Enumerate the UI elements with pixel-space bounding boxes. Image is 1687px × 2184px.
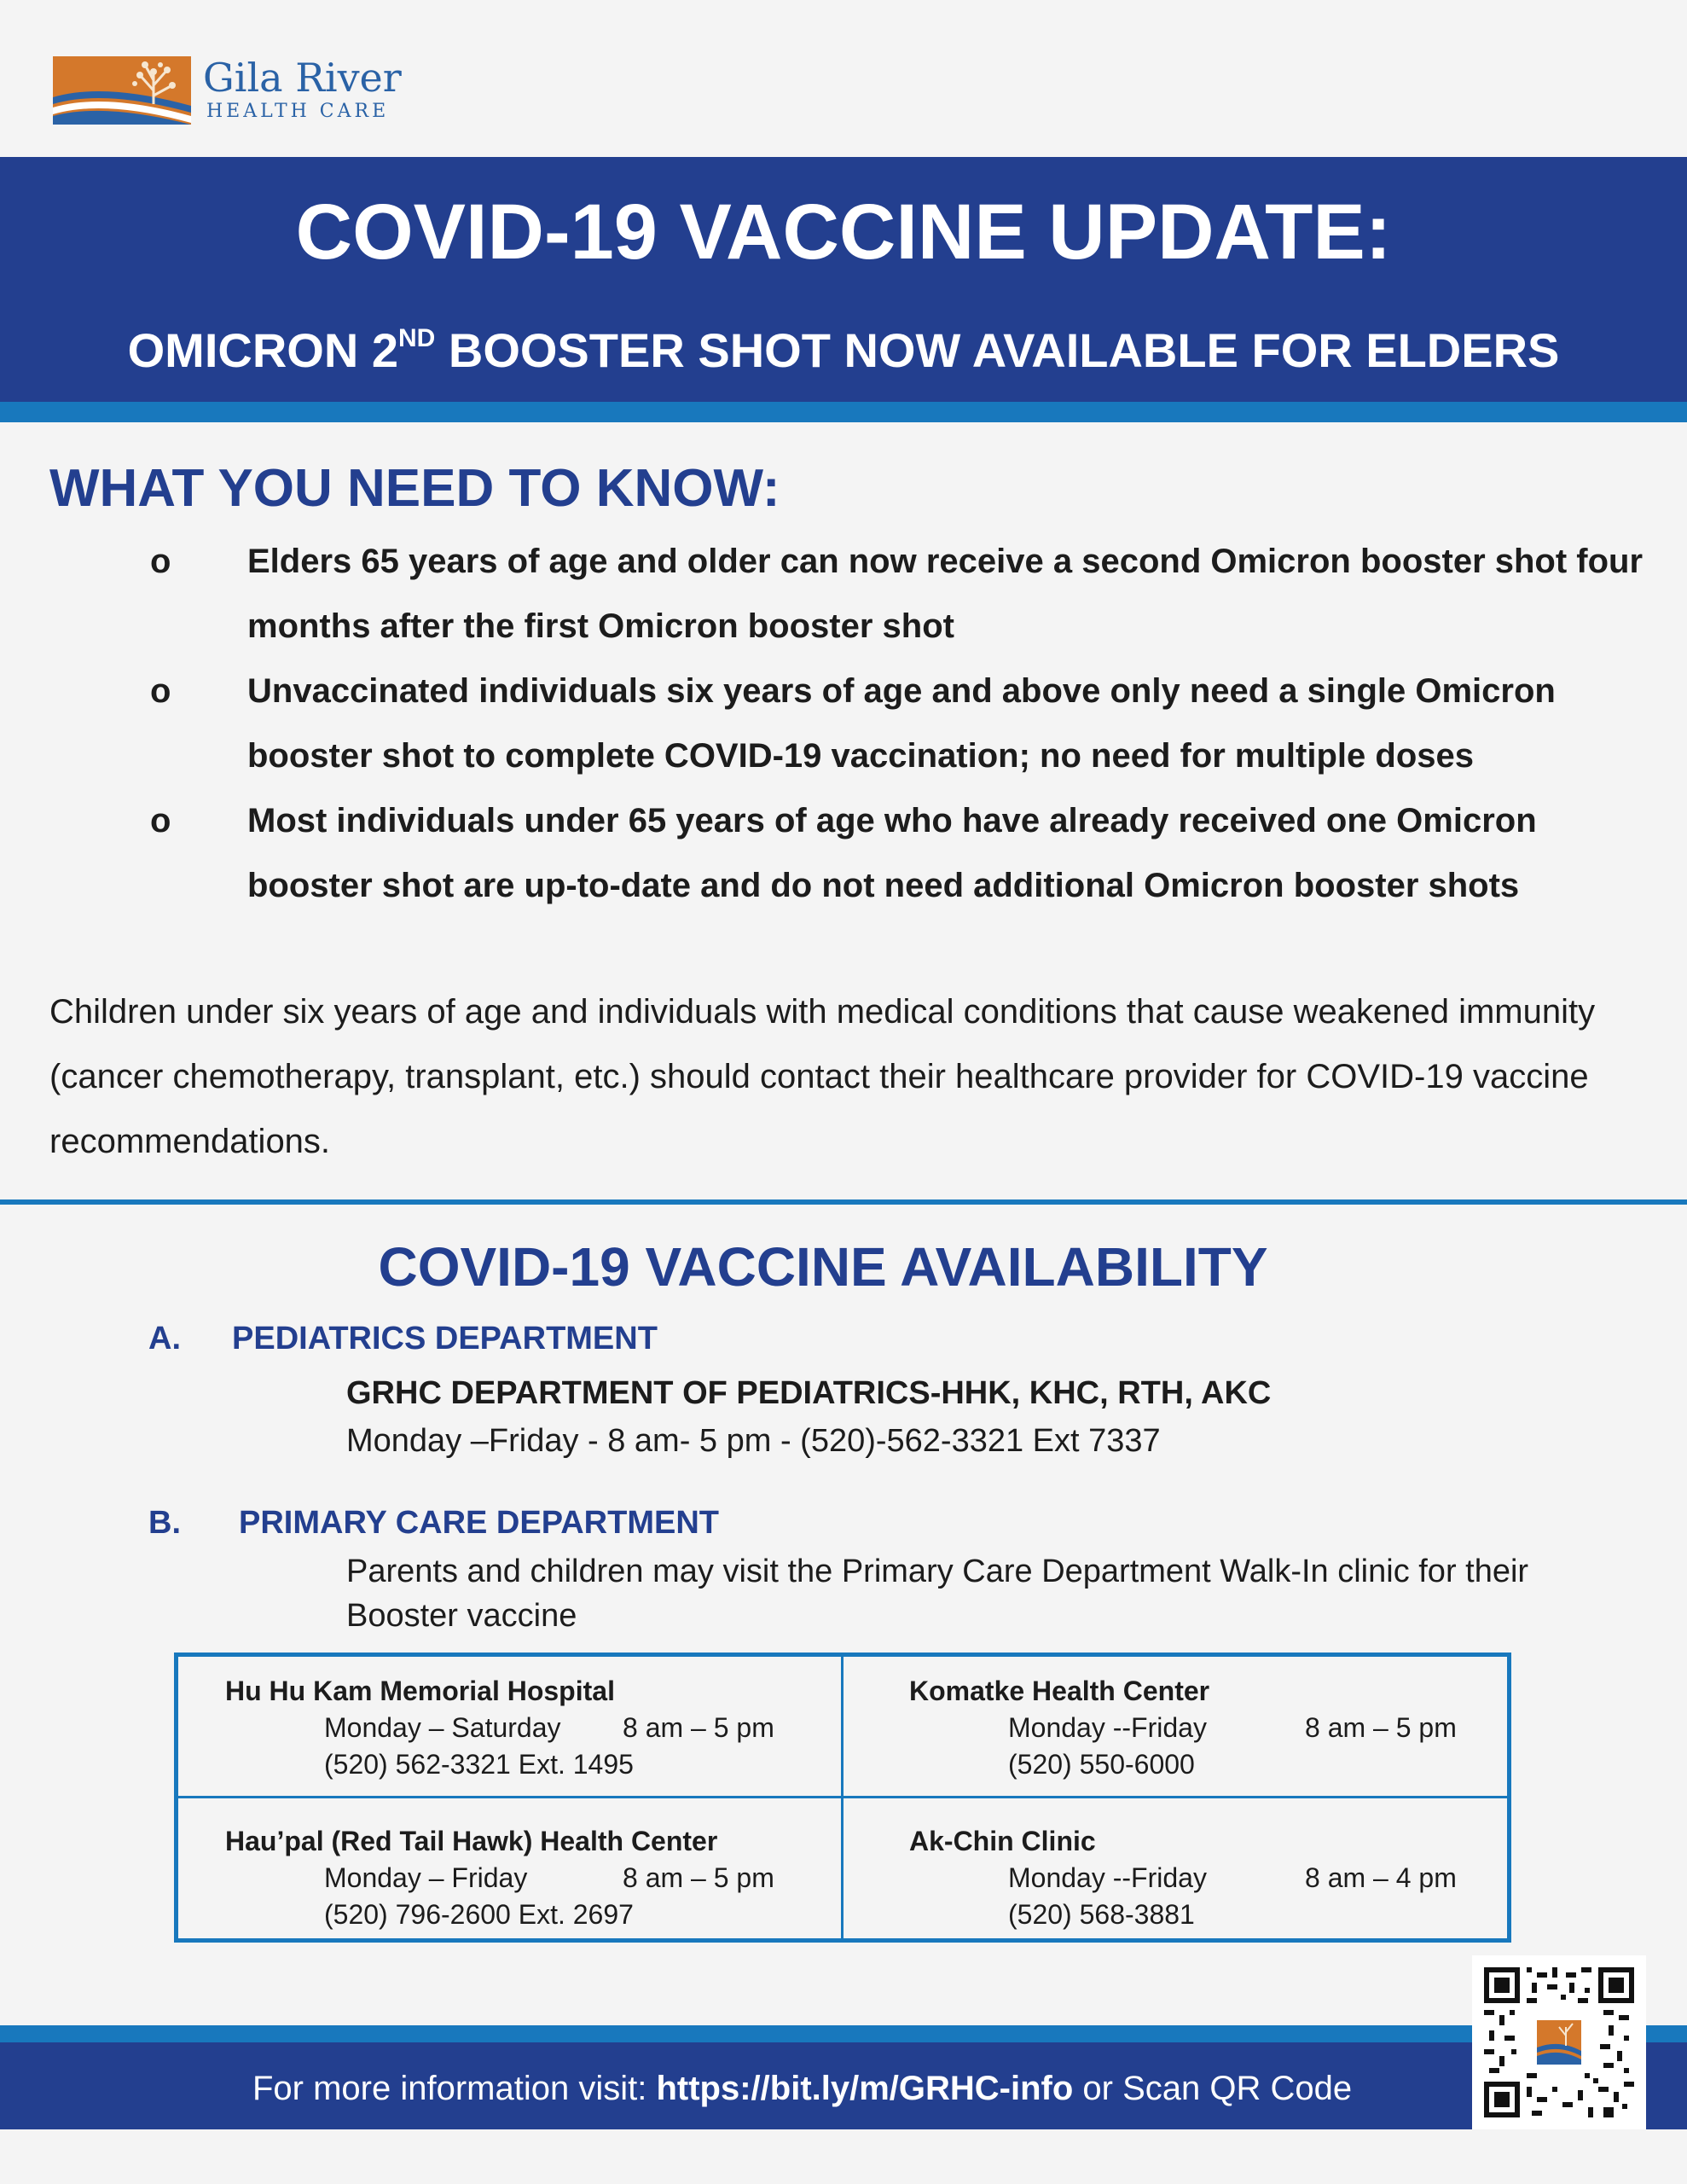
clinic-name: Ak-Chin Clinic bbox=[909, 1826, 1096, 1856]
clinic-days: Monday --Friday bbox=[1008, 1862, 1207, 1893]
know-heading: WHAT YOU NEED TO KNOW: bbox=[49, 459, 780, 518]
bullet-marker: o bbox=[150, 802, 171, 839]
clinic-days: Monday – Friday bbox=[324, 1862, 528, 1893]
bullet-marker: o bbox=[150, 543, 171, 580]
footer-link[interactable]: https://bit.ly/m/GRHC-info bbox=[656, 2070, 1074, 2107]
footer-stripe bbox=[0, 2025, 1687, 2042]
clinic-name: Hu Hu Kam Memorial Hospital bbox=[225, 1676, 615, 1706]
primary-letter: B. bbox=[148, 1505, 181, 1541]
pediatrics-title: PEDIATRICS DEPARTMENT bbox=[232, 1321, 658, 1356]
note-paragraph: Children under six years of age and individuals with medical conditions that cause weakened immunity (cancer chemotherapy, transplant, etc.) should contact their healthcare provider for COVID-19 vaccine recommendations. bbox=[49, 993, 1596, 1160]
bullet-item: Unvaccinated individuals six years of age and above only need a single Omicron booster shot to complete COVID-19 vaccination; no need for multiple doses bbox=[247, 672, 1556, 775]
logo-subtitle: HEALTH CARE bbox=[206, 101, 390, 122]
clinic-name: Komatke Health Center bbox=[909, 1676, 1210, 1706]
availability-heading: COVID-19 VACCINE AVAILABILITY bbox=[378, 1236, 1268, 1298]
clinic-table-divider bbox=[174, 1796, 1511, 1798]
pediatrics-letter: A. bbox=[148, 1321, 181, 1356]
qr-code[interactable] bbox=[1472, 1955, 1646, 2129]
subtitle-post: BOOSTER SHOT NOW AVAILABLE FOR ELDERS bbox=[435, 323, 1560, 377]
footer-text bbox=[0, 2065, 1687, 2112]
clinic-phone: (520) 562-3321 Ext. 1495 bbox=[324, 1749, 634, 1780]
clinic-hours: 8 am – 5 pm bbox=[623, 1862, 774, 1893]
section-divider bbox=[0, 1199, 1687, 1205]
clinic-days: Monday --Friday bbox=[1008, 1712, 1207, 1743]
pediatrics-dept: GRHC DEPARTMENT OF PEDIATRICS-HHK, KHC, RTH, AKC bbox=[346, 1375, 1272, 1411]
clinic-hours: 8 am – 5 pm bbox=[623, 1712, 774, 1743]
page-title: COVID-19 VACCINE UPDATE: bbox=[295, 189, 1392, 276]
bullet-marker: o bbox=[150, 672, 171, 710]
logo-name: Gila River bbox=[203, 55, 402, 101]
clinic-phone: (520) 568-3881 bbox=[1008, 1899, 1195, 1930]
clinic-hours: 8 am – 5 pm bbox=[1305, 1712, 1457, 1743]
clinic-days: Monday – Saturday bbox=[324, 1712, 561, 1743]
logo bbox=[53, 56, 411, 133]
page-subtitle bbox=[0, 322, 1687, 379]
primary-text: Parents and children may visit the Primary Care Department Walk-In clinic for their Booster vaccine bbox=[346, 1554, 1529, 1634]
clinic-phone: (520) 550-6000 bbox=[1008, 1749, 1195, 1780]
subtitle-pre: OMICRON 2 bbox=[127, 323, 398, 377]
clinic-phone: (520) 796-2600 Ext. 2697 bbox=[324, 1899, 634, 1930]
pediatrics-hours: Monday –Friday - 8 am- 5 pm - (520)-562-3321 Ext 7337 bbox=[346, 1423, 1161, 1459]
clinic-name: Hau’pal (Red Tail Hawk) Health Center bbox=[225, 1826, 718, 1856]
subtitle-sup: ND bbox=[397, 324, 436, 352]
clinic-hours: 8 am – 4 pm bbox=[1305, 1862, 1457, 1893]
header-stripe bbox=[0, 402, 1687, 422]
qr-code-icon bbox=[1484, 1967, 1634, 2117]
primary-title: PRIMARY CARE DEPARTMENT bbox=[239, 1505, 719, 1541]
footer-post: or Scan QR Code bbox=[1073, 2070, 1353, 2107]
bullet-item: Elders 65 years of age and older can now receive a second Omicron booster shot four months after the first Omicron booster shot bbox=[247, 543, 1644, 645]
footer-pre: For more information visit: bbox=[252, 2070, 657, 2107]
logo-mark-icon bbox=[53, 56, 191, 125]
bullet-item: Most individuals under 65 years of age who have already received one Omicron booster shot are up-to-date and do not need additional Omicron booster shots bbox=[247, 802, 1537, 904]
